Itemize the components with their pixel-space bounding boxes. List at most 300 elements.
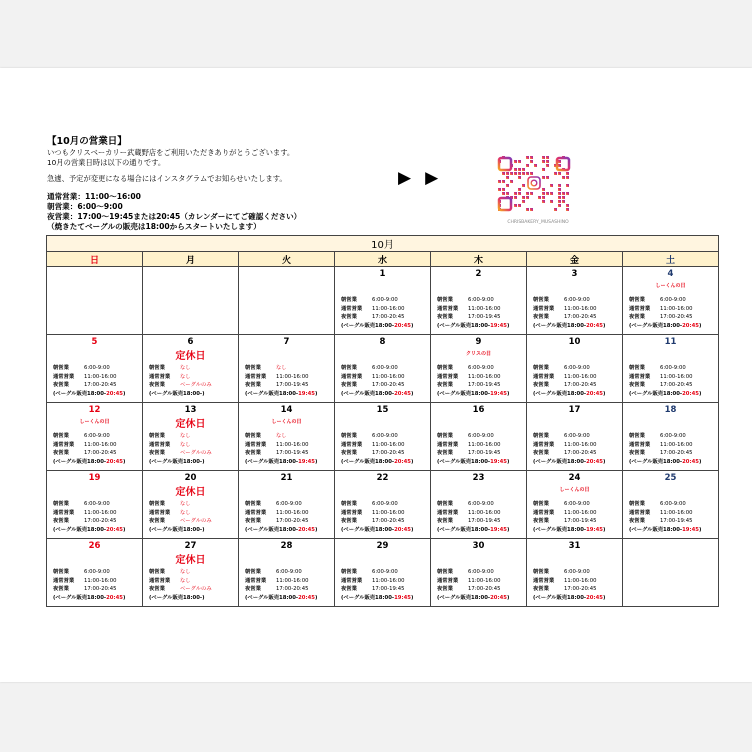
schedule-label: 通常営業 [533, 373, 555, 380]
schedule-line [245, 517, 332, 526]
schedule-line [53, 373, 140, 382]
schedule-label: 通常営業 [533, 305, 555, 312]
day-cell [143, 539, 239, 607]
intro-line-2: 10月の営業日時は以下の通りです。 [47, 157, 166, 167]
bagel-start: 18:00- [87, 526, 107, 533]
schedule-label: 通常営業 [245, 509, 267, 516]
schedule-line [341, 577, 428, 586]
bagel-close-paren: ) [410, 322, 414, 329]
schedule-label: 夜営業 [53, 586, 69, 593]
bagel-line [533, 390, 620, 399]
schedule [533, 568, 620, 602]
schedule [245, 432, 332, 466]
day-cell [47, 267, 143, 335]
bagel-start: 18:00- [471, 458, 491, 465]
bagel-label: (ベーグル販売 [533, 526, 568, 533]
schedule-value: 6:00-9:00 [372, 569, 398, 575]
bagel-line [341, 390, 428, 399]
bagel-start: 18:00- [375, 526, 395, 533]
schedule-value: 17:00-20:45 [564, 382, 597, 389]
schedule-label: 通常営業 [629, 441, 651, 448]
bagel-close-paren: ) [506, 390, 510, 397]
schedule [245, 568, 332, 602]
day-number: 3 [571, 269, 578, 279]
day-number: 1 [379, 269, 386, 279]
schedule-value: 17:00-19:45 [660, 518, 693, 525]
day-cell [431, 403, 527, 471]
schedule-label: 朝営業 [629, 297, 645, 303]
bagel-start: 18:00- [471, 526, 491, 533]
schedule-value: 11:00-16:00 [84, 441, 117, 448]
schedule-value: なし [180, 441, 191, 448]
bagel-start: 18:00- [663, 322, 683, 329]
schedule-value: 11:00-16:00 [468, 577, 501, 584]
schedule [629, 500, 716, 534]
bagel-label: (ベーグル販売 [533, 390, 568, 397]
schedule-label: 通常営業 [437, 509, 459, 516]
schedule-value: 11:00-16:00 [660, 305, 693, 312]
schedule-value: 6:00-9:00 [564, 569, 590, 575]
bagel-label: (ベーグル販売 [53, 526, 88, 533]
schedule-line [53, 432, 140, 441]
schedule-line [149, 432, 236, 441]
bagel-line [341, 594, 428, 603]
schedule-value: 17:00-19:45 [468, 450, 501, 457]
schedule-line [245, 585, 332, 594]
bagel-label: (ベーグル販売 [533, 322, 568, 329]
bagel-label: (ベーグル販売 [341, 322, 376, 329]
schedule-label: 夜営業 [629, 314, 645, 321]
schedule-line [149, 568, 236, 577]
schedule-label: 夜営業 [533, 518, 549, 525]
schedule-label: 夜営業 [149, 586, 165, 593]
day-number: 23 [472, 473, 485, 483]
october-calendar [46, 235, 719, 607]
schedule-value: なし [180, 569, 191, 575]
day-number: 17 [568, 405, 581, 415]
day-number: 30 [472, 541, 485, 551]
schedule-value: 17:00-19:45 [372, 586, 405, 593]
day-cell [239, 539, 335, 607]
schedule-value: 11:00-16:00 [372, 509, 405, 516]
schedule-value: なし [180, 577, 191, 584]
bagel-close-paren: ) [202, 594, 205, 601]
schedule-value: なし [276, 365, 287, 371]
schedule-label: 夜営業 [53, 382, 69, 389]
day-cell [239, 267, 335, 335]
schedule-label: 朝営業 [533, 297, 549, 303]
schedule-line [533, 381, 620, 390]
schedule-value: 17:00-20:45 [276, 586, 309, 593]
bagel-close: 20:45 [682, 458, 699, 465]
schedule-label: 朝営業 [53, 501, 69, 507]
bagel-close-paren: ) [122, 594, 126, 601]
schedule-value: 11:00-16:00 [276, 373, 309, 380]
schedule-value: 11:00-16:00 [564, 441, 597, 448]
day-number: 19 [88, 473, 101, 483]
bagel-start: 18:00- [471, 594, 491, 601]
schedule-label: 朝営業 [341, 569, 357, 575]
bagel-close-paren: ) [602, 526, 606, 533]
intro-section [47, 136, 377, 184]
schedule-line [341, 509, 428, 518]
schedule-label: 朝営業 [533, 569, 549, 575]
bagel-line [53, 390, 140, 399]
bagel-close: 20:45 [682, 322, 699, 329]
bagel-label: (ベーグル販売 [341, 526, 376, 533]
schedule-label: 通常営業 [629, 373, 651, 380]
bagel-line [629, 458, 716, 467]
schedule-line [245, 432, 332, 441]
schedule-label: 通常営業 [53, 577, 75, 584]
schedule [629, 296, 716, 330]
schedule-value: 17:00-19:45 [276, 450, 309, 457]
schedule [149, 500, 236, 534]
bagel-close-paren: ) [698, 390, 702, 397]
schedule-value: 17:00-20:45 [564, 314, 597, 321]
bagel-line [53, 594, 140, 603]
schedule-label: 朝営業 [437, 297, 453, 303]
bagel-start: 18:00- [375, 390, 395, 397]
schedule [533, 500, 620, 534]
schedule-value: 6:00-9:00 [372, 433, 398, 439]
bagel-close: 20:45 [586, 594, 603, 601]
day-number: 27 [184, 541, 197, 551]
bagel-close-paren: ) [314, 458, 318, 465]
schedule-label: 通常営業 [437, 373, 459, 380]
weekday-header: 日 [47, 252, 143, 267]
schedule-line [341, 441, 428, 450]
bagel-start: 18:00- [279, 594, 299, 601]
bagel-line [245, 458, 332, 467]
schedule-line [341, 568, 428, 577]
schedule-value: 11:00-16:00 [276, 577, 309, 584]
bagel-line [437, 458, 524, 467]
bagel-close-paren: ) [698, 322, 702, 329]
schedule-label: 夜営業 [437, 314, 453, 321]
schedule-label: 朝営業 [245, 433, 261, 439]
bagel-line [533, 458, 620, 467]
day-cell [527, 267, 623, 335]
bagel-start: 18:00- [183, 594, 203, 601]
schedule-label: 朝営業 [245, 569, 261, 575]
bagel-close-paren: ) [410, 526, 414, 533]
bagel-label: (ベーグル販売 [341, 390, 376, 397]
day-cell [431, 471, 527, 539]
event-label: しーくんの日 [559, 487, 590, 493]
hours-bagel-note: （焼きたてベーグルの販売は18:00からスタートいたします） [47, 222, 261, 231]
schedule-line [341, 381, 428, 390]
day-number: 4 [667, 269, 674, 279]
schedule [149, 568, 236, 602]
schedule-line [53, 568, 140, 577]
schedule [341, 364, 428, 398]
schedule [341, 500, 428, 534]
schedule-value: 11:00-16:00 [564, 305, 597, 312]
schedule-label: 夜営業 [245, 382, 261, 389]
bagel-line [245, 390, 332, 399]
schedule-line [437, 585, 524, 594]
schedule [437, 500, 524, 534]
schedule [245, 500, 332, 534]
intro-line-1: いつもクリスベーカリー武蔵野店をご利用いただきありがとうございます。 [47, 148, 295, 157]
schedule-line [437, 313, 524, 322]
schedule-line [629, 313, 716, 322]
schedule-line [629, 373, 716, 382]
bagel-line [437, 390, 524, 399]
schedule-line [245, 441, 332, 450]
schedule-line [437, 568, 524, 577]
day-cell [623, 267, 719, 335]
schedule-line [533, 568, 620, 577]
schedule [53, 432, 140, 466]
schedule-label: 夜営業 [149, 518, 165, 525]
bagel-label: (ベーグル販売 [149, 458, 184, 465]
bagel-close: 20:45 [394, 322, 411, 329]
schedule-line [53, 585, 140, 594]
schedule-label: 夜営業 [629, 518, 645, 525]
schedule-label: 夜営業 [341, 382, 357, 389]
schedule [149, 364, 236, 398]
bagel-close-paren: ) [410, 594, 414, 601]
bagel-line [437, 594, 524, 603]
schedule-label: 通常営業 [245, 577, 267, 584]
bagel-close: 19:45 [490, 390, 507, 397]
schedule-value: 11:00-16:00 [660, 509, 693, 516]
schedule-line [149, 585, 236, 594]
bagel-label: (ベーグル販売 [437, 458, 472, 465]
weekday-header: 金 [527, 252, 623, 267]
bagel-close: 20:45 [586, 458, 603, 465]
day-number: 12 [88, 405, 101, 415]
bagel-line [341, 322, 428, 331]
bagel-start: 18:00- [567, 390, 587, 397]
schedule-label: 朝営業 [53, 569, 69, 575]
schedule-label: 通常営業 [341, 373, 363, 380]
day-cell [623, 539, 719, 607]
schedule-line [53, 449, 140, 458]
schedule-line [53, 500, 140, 509]
schedule-line [149, 509, 236, 518]
event-label: しーくんの日 [79, 419, 110, 425]
bagel-close-paren: ) [602, 390, 606, 397]
bagel-close: 20:45 [394, 390, 411, 397]
schedule-value: 11:00-16:00 [660, 373, 693, 380]
schedule-value: 6:00-9:00 [276, 569, 302, 575]
schedule-line [149, 441, 236, 450]
bagel-line [629, 322, 716, 331]
bagel-label: (ベーグル販売 [149, 526, 184, 533]
schedule-value: 17:00-20:45 [564, 586, 597, 593]
schedule-value: 17:00-20:45 [468, 586, 501, 593]
bagel-line [149, 526, 236, 535]
day-cell [623, 403, 719, 471]
bagel-close-paren: ) [122, 390, 126, 397]
schedule-value: 6:00-9:00 [660, 365, 686, 371]
schedule-line [533, 577, 620, 586]
day-number: 16 [472, 405, 485, 415]
schedule-line [53, 517, 140, 526]
schedule-label: 朝営業 [533, 433, 549, 439]
day-number: 18 [664, 405, 677, 415]
schedule-line [437, 449, 524, 458]
schedule-value: 11:00-16:00 [564, 509, 597, 516]
schedule-value: 6:00-9:00 [84, 501, 110, 507]
day-cell [47, 471, 143, 539]
schedule-label: 夜営業 [53, 518, 69, 525]
schedule-label: 夜営業 [437, 586, 453, 593]
schedule-line [149, 373, 236, 382]
schedule-value: なし [180, 501, 191, 507]
schedule-line [149, 500, 236, 509]
day-number: 31 [568, 541, 581, 551]
bagel-start: 18:00- [279, 458, 299, 465]
weekday-header: 水 [335, 252, 431, 267]
schedule-value: 11:00-16:00 [372, 373, 405, 380]
schedule-label: 朝営業 [341, 297, 357, 303]
schedule-value: 6:00-9:00 [660, 297, 686, 303]
day-number: 22 [376, 473, 389, 483]
day-number: 5 [91, 337, 98, 347]
schedule-line [53, 577, 140, 586]
schedule-value: 6:00-9:00 [564, 433, 590, 439]
bagel-close-paren: ) [314, 526, 318, 533]
schedule-value: 17:00-20:45 [372, 450, 405, 457]
bagel-start: 18:00- [567, 594, 587, 601]
schedule [53, 500, 140, 534]
schedule-line [533, 432, 620, 441]
bagel-line [341, 458, 428, 467]
schedule [341, 296, 428, 330]
schedule-line [437, 381, 524, 390]
schedule-value: ベーグルのみ [180, 586, 212, 593]
bagel-label: (ベーグル販売 [629, 458, 664, 465]
schedule-value: 17:00-20:45 [276, 518, 309, 525]
schedule-line [629, 305, 716, 314]
bagel-close-paren: ) [122, 458, 126, 465]
schedule-value: ベーグルのみ [180, 450, 212, 457]
day-number: 7 [283, 337, 290, 347]
schedule-line [629, 500, 716, 509]
schedule-value: 11:00-16:00 [468, 373, 501, 380]
intro-title: 【10月の営業日】 [47, 136, 127, 147]
schedule-value: 11:00-16:00 [84, 373, 117, 380]
schedule-line [53, 509, 140, 518]
bagel-close: 20:45 [298, 526, 315, 533]
schedule-line [437, 364, 524, 373]
schedule-line [629, 449, 716, 458]
schedule-label: 通常営業 [53, 509, 75, 516]
schedule [53, 568, 140, 602]
schedule-label: 夜営業 [149, 382, 165, 389]
schedule-line [149, 381, 236, 390]
schedule [437, 432, 524, 466]
day-cell [47, 403, 143, 471]
schedule-line [245, 509, 332, 518]
schedule-value: ベーグルのみ [180, 382, 212, 389]
weekday-header: 月 [143, 252, 239, 267]
bagel-close-paren: ) [506, 526, 510, 533]
bagel-start: 18:00- [471, 390, 491, 397]
bagel-close: 20:45 [682, 390, 699, 397]
schedule-line [341, 500, 428, 509]
schedule-line [341, 373, 428, 382]
schedule-value: 6:00-9:00 [564, 365, 590, 371]
bagel-close-paren: ) [202, 390, 205, 397]
bagel-line [533, 322, 620, 331]
bagel-close-paren: ) [602, 458, 606, 465]
schedule-line [341, 449, 428, 458]
day-cell [527, 539, 623, 607]
bagel-start: 18:00- [375, 594, 395, 601]
schedule-label: 通常営業 [245, 441, 267, 448]
schedule-value: 6:00-9:00 [276, 501, 302, 507]
schedule-label: 通常営業 [149, 509, 171, 516]
bagel-start: 18:00- [663, 390, 683, 397]
schedule-label: 朝営業 [437, 501, 453, 507]
schedule-line [341, 517, 428, 526]
hours-regular: 通常営業：11:00〜16:00 [47, 192, 141, 201]
schedule-value: 17:00-20:45 [564, 450, 597, 457]
arrow-icons: ▶▶ [398, 168, 453, 188]
day-cell [623, 335, 719, 403]
bagel-close: 20:45 [298, 594, 315, 601]
bagel-label: (ベーグル販売 [245, 458, 280, 465]
schedule-value: 11:00-16:00 [468, 509, 501, 516]
schedule-label: 朝営業 [341, 501, 357, 507]
schedule-value: 6:00-9:00 [372, 297, 398, 303]
bagel-label: (ベーグル販売 [53, 458, 88, 465]
bagel-label: (ベーグル販売 [149, 390, 184, 397]
bagel-line [437, 526, 524, 535]
schedule-value: 6:00-9:00 [660, 501, 686, 507]
schedule-value: 11:00-16:00 [564, 373, 597, 380]
schedule-line [245, 500, 332, 509]
schedule [437, 364, 524, 398]
calendar-month-title: 10月 [47, 236, 719, 252]
bagel-label: (ベーグル販売 [53, 594, 88, 601]
schedule-label: 通常営業 [341, 577, 363, 584]
bagel-close-paren: ) [602, 594, 606, 601]
bagel-start: 18:00- [663, 458, 683, 465]
schedule-label: 朝営業 [245, 501, 261, 507]
schedule-label: 夜営業 [341, 586, 357, 593]
schedule-label: 朝営業 [341, 433, 357, 439]
day-cell [431, 335, 527, 403]
schedule-label: 夜営業 [437, 382, 453, 389]
schedule-line [341, 313, 428, 322]
bagel-start: 18:00- [87, 390, 107, 397]
schedule-value: 6:00-9:00 [84, 433, 110, 439]
schedule-line [149, 364, 236, 373]
bagel-close-paren: ) [698, 458, 702, 465]
schedule-label: 朝営業 [437, 433, 453, 439]
bagel-start: 18:00- [375, 322, 395, 329]
bagel-close: 20:45 [586, 322, 603, 329]
day-cell [143, 335, 239, 403]
day-number: 11 [664, 337, 677, 347]
schedule-value: 17:00-19:45 [468, 518, 501, 525]
schedule-line [341, 364, 428, 373]
schedule-value: ベーグルのみ [180, 518, 212, 525]
bagel-label: (ベーグル販売 [245, 390, 280, 397]
bagel-close: 20:45 [106, 390, 123, 397]
schedule-value: 6:00-9:00 [468, 433, 494, 439]
schedule-value: 6:00-9:00 [372, 501, 398, 507]
schedule-line [437, 305, 524, 314]
bagel-label: (ベーグル販売 [341, 458, 376, 465]
day-cell [623, 471, 719, 539]
